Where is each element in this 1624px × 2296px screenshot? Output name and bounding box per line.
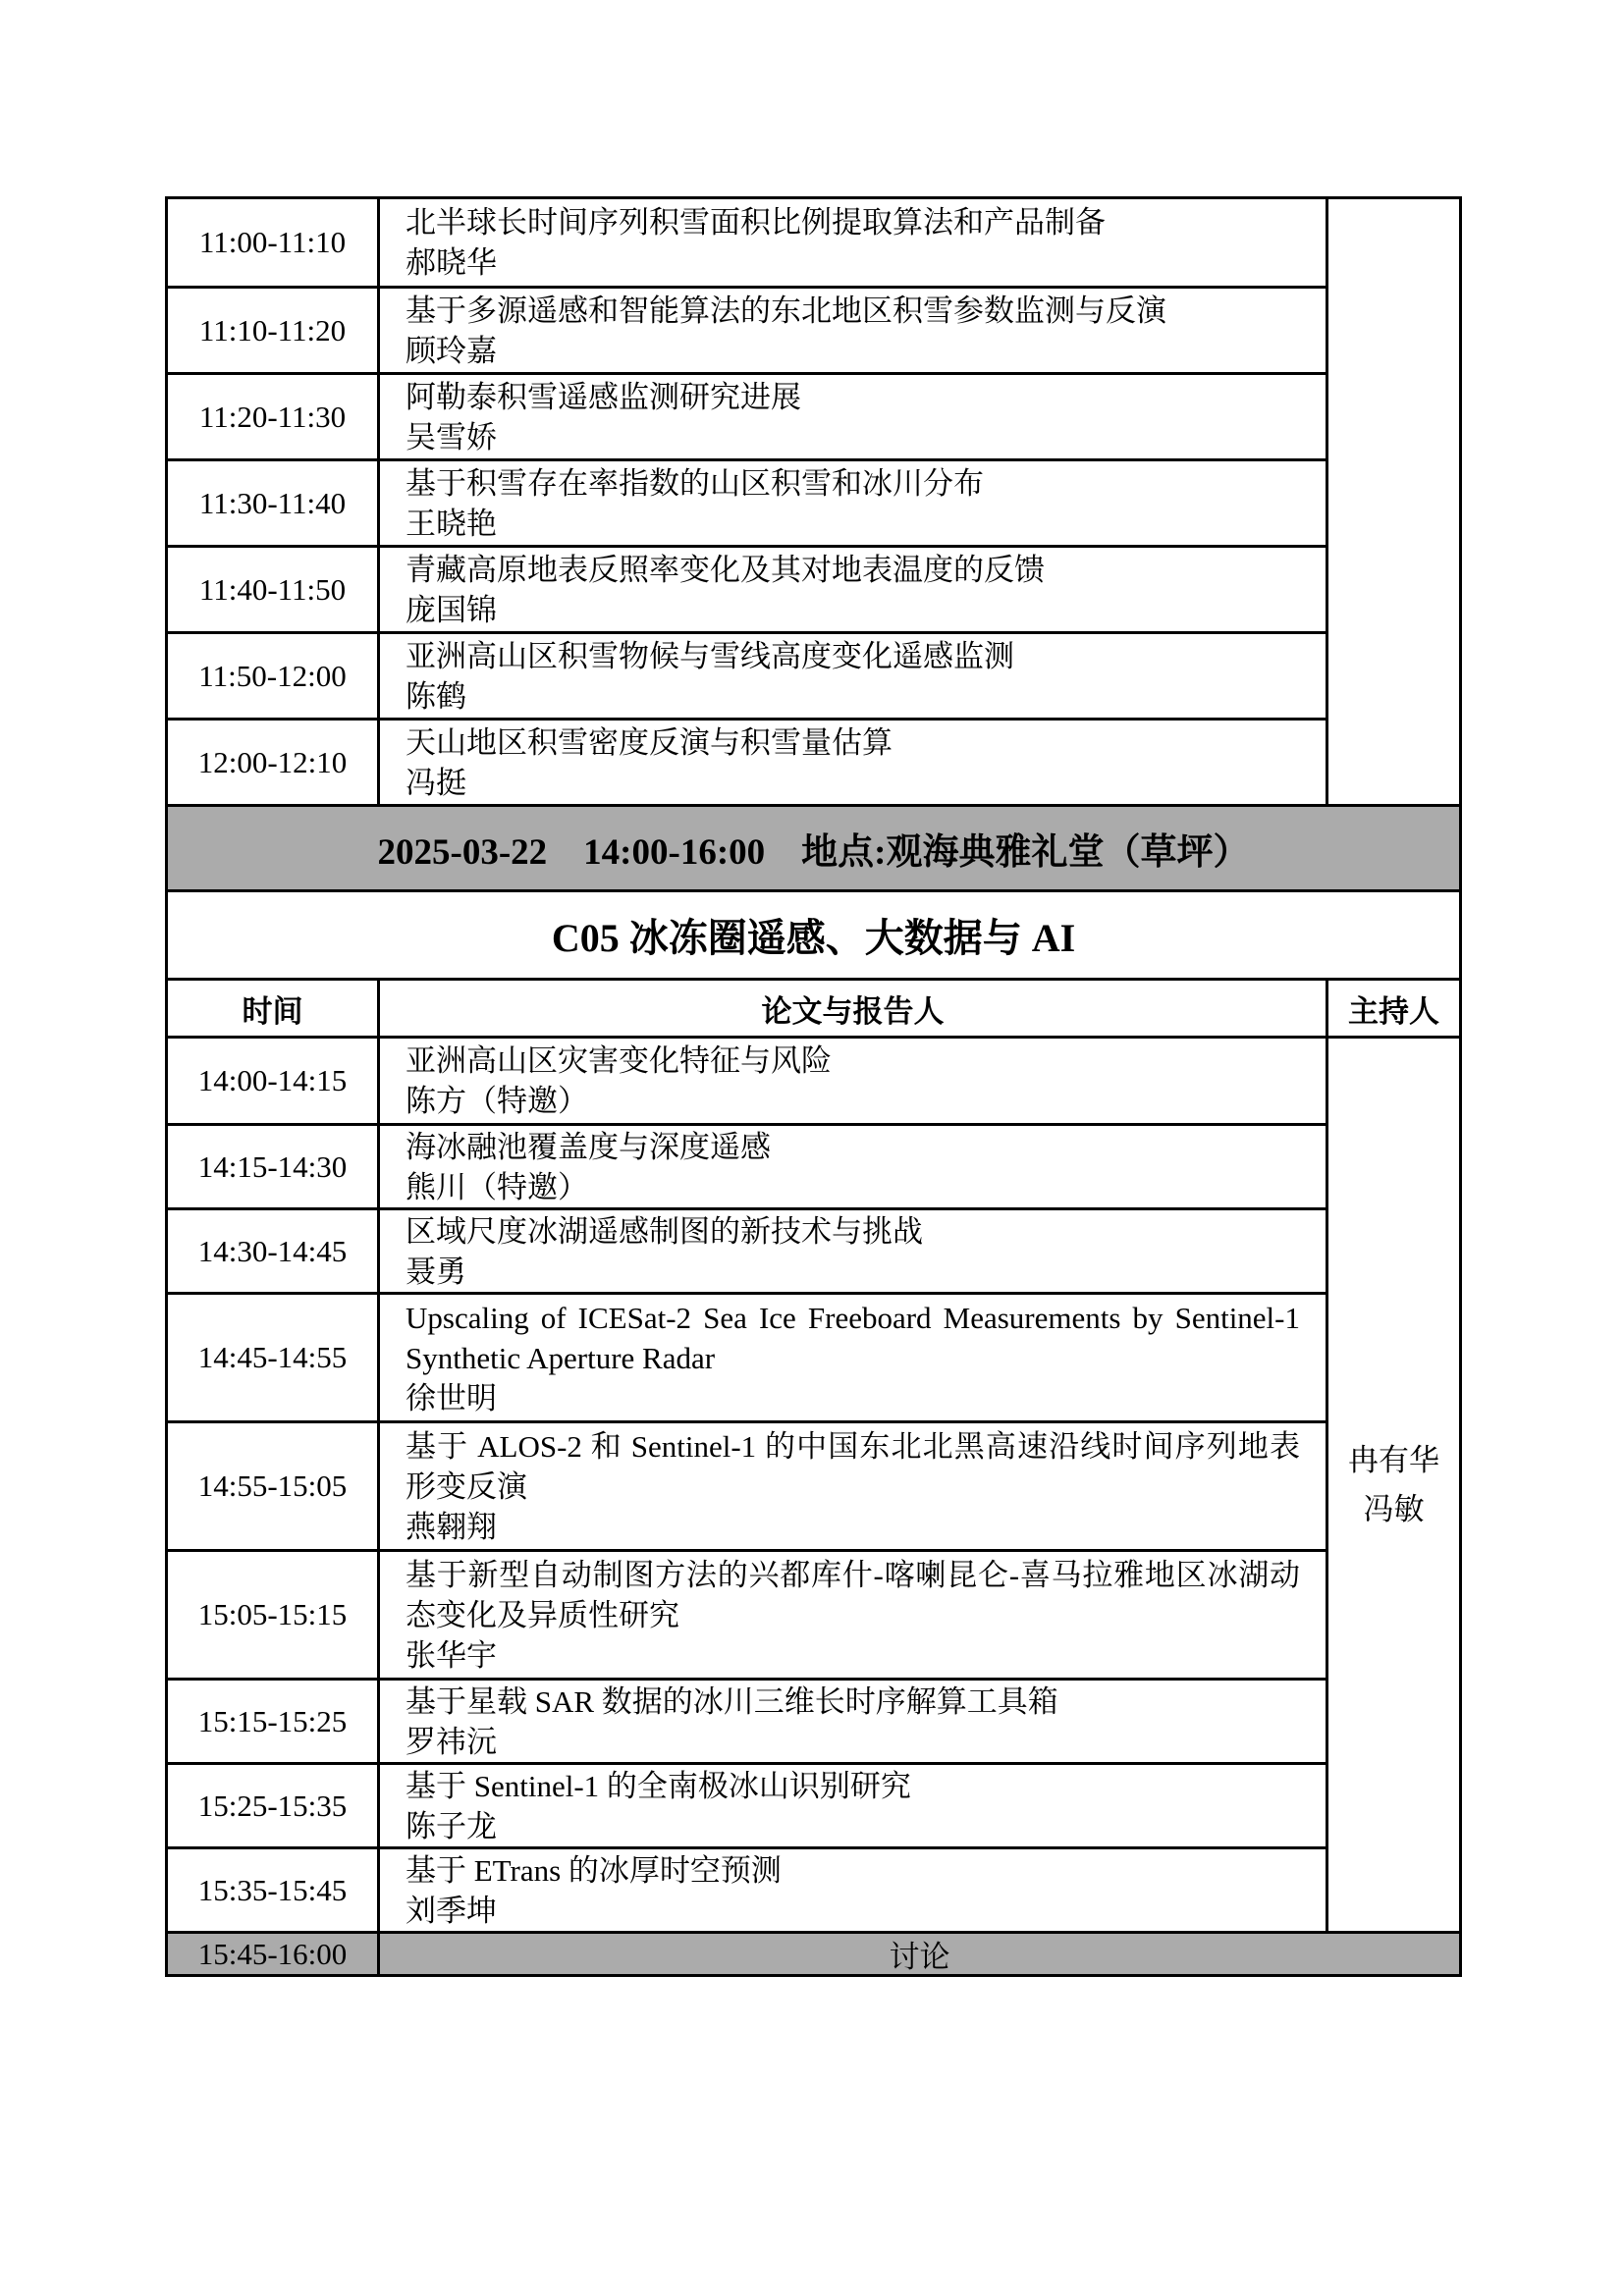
table-row [168, 718, 1326, 804]
paper-title: 海冰融池覆盖度与深度遥感 [406, 1129, 771, 1164]
paper-speaker: 罗祎沅 [406, 1724, 497, 1759]
paper-title: 基于 Sentinel-1 的全南极冰山识别研究 [406, 1768, 911, 1803]
paper-title: 基于 ETrans 的冰厚时空预测 [406, 1852, 782, 1888]
time-cell: 14:55-15:05 [168, 1423, 380, 1549]
paper-cell [380, 375, 1326, 458]
morning-rows [168, 199, 1326, 804]
time-cell: 15:25-15:35 [168, 1765, 380, 1846]
table-row [168, 458, 1326, 545]
column-header-time: 时间 [168, 981, 380, 1036]
paper-cell [380, 1423, 1326, 1549]
paper-title: 天山地区积雪密度反演与积雪量估算 [406, 724, 893, 760]
discussion-row [168, 1931, 1459, 1974]
time-cell: 15:45-16:00 [168, 1934, 380, 1974]
afternoon-rows [168, 1039, 1326, 1931]
paper-title: 区域尺度冰湖遥感制图的新技术与挑战 [406, 1213, 923, 1249]
paper-cell [380, 1126, 1326, 1207]
paper-cell [380, 634, 1326, 718]
afternoon-session-block [168, 1036, 1459, 1931]
paper-speaker: 冯挺 [406, 765, 466, 800]
paper-speaker: 郝晓华 [406, 245, 497, 280]
paper-speaker: 顾玲嘉 [406, 333, 497, 368]
table-row [168, 1846, 1326, 1931]
paper-cell [380, 1295, 1326, 1420]
table-row [168, 631, 1326, 718]
paper-cell [380, 1849, 1326, 1931]
moderator-name: 冯敏 [1363, 1491, 1425, 1526]
time-cell: 11:30-11:40 [168, 461, 380, 545]
paper-speaker: 王晓艳 [406, 506, 497, 541]
time-cell: 15:15-15:25 [168, 1681, 380, 1762]
time-cell: 14:00-14:15 [168, 1039, 380, 1123]
paper-title: 基于星载 SAR 数据的冰川三维长时序解算工具箱 [406, 1683, 1058, 1719]
paper-cell [380, 1552, 1326, 1678]
time-cell: 11:20-11:30 [168, 375, 380, 458]
morning-session-block [168, 199, 1459, 804]
paper-cell [380, 1681, 1326, 1762]
time-cell: 14:45-14:55 [168, 1295, 380, 1420]
table-row [168, 372, 1326, 458]
table-row [168, 1420, 1326, 1549]
paper-title: Upscaling of ICESat-2 Sea Ice Freeboard Measurements by Sentinel-1 Synthetic Aperture Radar [406, 1300, 1300, 1375]
paper-cell [380, 289, 1326, 372]
column-header-row [168, 978, 1459, 1036]
column-header-moderator: 主持人 [1326, 981, 1459, 1036]
table-row [168, 1678, 1326, 1762]
paper-speaker: 吴雪娇 [406, 419, 497, 454]
schedule-table [165, 196, 1462, 1977]
table-row [168, 1292, 1326, 1420]
paper-title: 亚洲高山区积雪物候与雪线高度变化遥感监测 [406, 638, 1014, 673]
time-cell: 11:40-11:50 [168, 548, 380, 631]
paper-speaker: 聂勇 [406, 1254, 466, 1289]
time-cell: 15:05-15:15 [168, 1552, 380, 1678]
paper-speaker: 徐世明 [406, 1380, 497, 1415]
paper-speaker: 刘季坤 [406, 1893, 497, 1928]
paper-title: 基于新型自动制图方法的兴都库什-喀喇昆仑-喜马拉雅地区冰湖动态变化及异质性研究 [406, 1557, 1300, 1632]
paper-speaker: 陈方（特邀） [406, 1084, 588, 1118]
moderator-cell [1326, 1039, 1459, 1931]
table-row [168, 286, 1326, 372]
paper-title: 阿勒泰积雪遥感监测研究进展 [406, 379, 801, 414]
table-row [168, 545, 1326, 631]
time-cell: 15:35-15:45 [168, 1849, 380, 1931]
table-row [168, 1123, 1326, 1207]
table-row [168, 1762, 1326, 1846]
paper-speaker: 燕翱翔 [406, 1509, 497, 1544]
time-cell: 11:50-12:00 [168, 634, 380, 718]
session-title: C05 冰冻圈遥感、大数据与 AI [168, 889, 1459, 978]
time-cell: 14:30-14:45 [168, 1210, 380, 1292]
paper-speaker: 陈鹤 [406, 678, 466, 714]
paper-cell [380, 1039, 1326, 1123]
paper-title: 青藏高原地表反照率变化及其对地表温度的反馈 [406, 552, 1045, 587]
paper-title: 基于 ALOS-2 和 Sentinel-1 的中国东北北黑高速沿线时间序列地表形变反演 [406, 1428, 1300, 1504]
column-header-paper: 论文与报告人 [761, 993, 945, 1029]
table-row [168, 1549, 1326, 1678]
table-row [168, 1039, 1326, 1123]
table-row [168, 199, 1326, 286]
paper-speaker: 熊川（特邀） [406, 1169, 588, 1204]
paper-cell [380, 199, 1326, 286]
paper-speaker: 陈子龙 [406, 1808, 497, 1843]
paper-speaker: 庞国锦 [406, 592, 497, 627]
time-cell: 11:00-11:10 [168, 199, 380, 286]
paper-cell [380, 548, 1326, 631]
paper-cell [380, 461, 1326, 545]
moderator-name: 冉有华 [1348, 1442, 1439, 1477]
paper-title: 基于多源遥感和智能算法的东北地区积雪参数监测与反演 [406, 293, 1166, 328]
paper-cell [380, 1210, 1326, 1292]
table-row [168, 1207, 1326, 1292]
time-cell: 11:10-11:20 [168, 289, 380, 372]
paper-title: 基于积雪存在率指数的山区积雪和冰川分布 [406, 465, 984, 501]
paper-title: 亚洲高山区灾害变化特征与风险 [406, 1043, 832, 1078]
time-cell: 14:15-14:30 [168, 1126, 380, 1207]
session-banner: 2025-03-22 14:00-16:00 地点:观海典雅礼堂（草坪） [168, 804, 1459, 889]
paper-cell [380, 721, 1326, 804]
moderator-cell-empty [1326, 199, 1459, 804]
paper-title: 北半球长时间序列积雪面积比例提取算法和产品制备 [406, 205, 1106, 240]
discussion-label: 讨论 [889, 1940, 950, 1974]
time-cell: 12:00-12:10 [168, 721, 380, 804]
paper-speaker: 张华宇 [406, 1637, 497, 1673]
paper-cell [380, 1765, 1326, 1846]
